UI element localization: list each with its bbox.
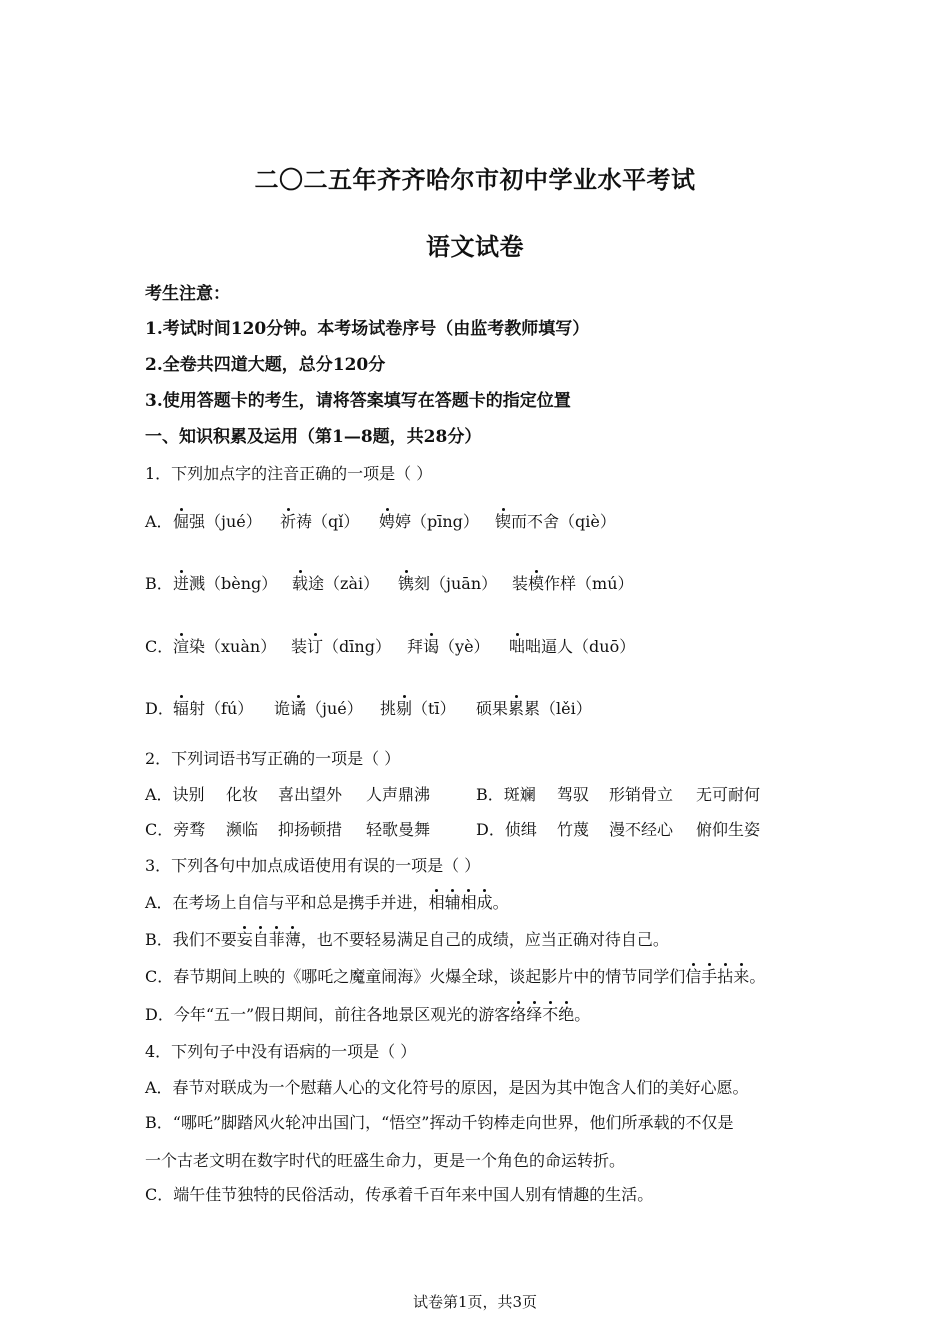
dotted-char: 手 <box>701 967 718 986</box>
q4-option-b-line-1: B．“哪吒”脚踏风火轮冲出国门，“悟空”挥动千钧棒走向世界，他们所承载的不仅是 <box>145 1113 734 1132</box>
word-rest: 祷（qǐ） <box>296 512 360 531</box>
q3-option-b <box>145 929 669 951</box>
option-label: A． <box>145 512 173 531</box>
q2-d-word-4: 俯仰生姿 <box>696 820 761 839</box>
q2-b-word-2: 驾驭 <box>557 785 590 804</box>
word-rest: 婷（pīng） <box>395 512 479 531</box>
option-label: C． <box>145 637 174 656</box>
dotted-char: 娉 <box>379 512 396 531</box>
dotted-char: 相 <box>428 893 445 912</box>
word-start: 装 <box>512 574 529 593</box>
word-start: 挑 <box>380 699 397 718</box>
word-rest: （jué） <box>306 699 363 718</box>
dotted-char: 辐 <box>173 699 190 718</box>
dotted-char: 渲 <box>173 637 190 656</box>
notice-item-1: 1.考试时间120分钟。本考场试卷序号（由监考教师填写） <box>145 319 590 339</box>
dotted-char: 成 <box>476 893 493 912</box>
dotted-char: 拈 <box>717 967 734 986</box>
q2-c-word-1: C．旁骛 <box>145 820 206 839</box>
dotted-char: 信 <box>685 967 702 986</box>
option-label: B． <box>145 574 173 593</box>
dotted-idiom <box>237 930 301 949</box>
option-label: D． <box>145 699 174 718</box>
dotted-char: 谒 <box>423 637 440 656</box>
q3-stem: 3．下列各句中加点成语使用有误的一项是（ ） <box>145 856 481 875</box>
dotted-char: 锲 <box>495 512 512 531</box>
q2-c-word-4: 轻歌曼舞 <box>366 820 431 839</box>
dotted-char: 镌 <box>398 574 415 593</box>
q3-option-c <box>145 966 765 988</box>
option-text: B．我们不要 <box>145 930 237 949</box>
word-rest: 刻（juān） <box>414 574 498 593</box>
word-rest: 染（xuàn） <box>189 637 277 656</box>
word-rest: 而不舍（qiè） <box>511 512 616 531</box>
option-text: 。 <box>492 893 509 912</box>
word-rest: 作样（mú） <box>544 574 634 593</box>
dotted-char: 妄 <box>236 930 253 949</box>
dotted-char: 绝 <box>558 1005 575 1024</box>
section-heading: 一、知识积累及运用（第1—8题，共28分） <box>145 427 482 447</box>
word-start: 拜 <box>407 637 424 656</box>
q2-a-word-3: 喜出望外 <box>278 785 343 804</box>
dotted-char: 剔 <box>396 699 413 718</box>
dotted-char: 辅 <box>444 893 461 912</box>
exam-subtitle: 语文试卷 <box>426 232 524 261</box>
q2-c-word-2: 濒临 <box>226 820 259 839</box>
q3-option-a <box>145 892 509 914</box>
dotted-char: 模 <box>528 574 545 593</box>
word-start: 装 <box>291 637 308 656</box>
q2-d-word-2: 竹蔑 <box>557 820 590 839</box>
dotted-char: 自 <box>252 930 269 949</box>
word-rest: 途（zài） <box>308 574 380 593</box>
word-rest: 累（lěi） <box>524 699 592 718</box>
dotted-char: 绎 <box>526 1005 543 1024</box>
word-rest: （dīng） <box>323 637 391 656</box>
q2-stem: 2．下列词语书写正确的一项是（ ） <box>145 749 401 768</box>
option-text: A．在考场上自信与平和总是携手并进， <box>145 893 429 912</box>
word-rest: 咄逼人（duō） <box>525 637 636 656</box>
dotted-char: 累 <box>508 699 525 718</box>
dotted-char: 订 <box>307 637 324 656</box>
dotted-char: 络 <box>510 1005 527 1024</box>
dotted-char: 载 <box>292 574 309 593</box>
word-rest: 强（jué） <box>189 512 262 531</box>
dotted-char: 不 <box>542 1005 559 1024</box>
word-rest: （yè） <box>439 637 490 656</box>
page-footer: 试卷第1页，共3页 <box>412 1293 538 1311</box>
notice-item-3: 3.使用答题卡的考生，请将答案填写在答题卡的指定位置 <box>145 391 571 411</box>
q4-stem: 4．下列句子中没有语病的一项是（ ） <box>145 1042 417 1061</box>
word-rest: 溅（bèng） <box>189 574 278 593</box>
q4-option-a: A．春节对联成为一个慰藉人心的文化符号的原因，是因为其中饱含人们的美好心愿。 <box>145 1078 749 1097</box>
q2-c-word-3: 抑扬顿措 <box>278 820 343 839</box>
dotted-char: 咄 <box>509 637 526 656</box>
q1-stem: 1．下列加点字的注音正确的一项是（ ） <box>145 464 433 483</box>
dotted-char: 薄 <box>284 930 301 949</box>
q2-b-word-1: B．斑斓 <box>476 785 536 804</box>
option-text: 。 <box>749 967 766 986</box>
q2-b-word-3: 形销骨立 <box>609 785 674 804</box>
word-rest: 射（fú） <box>189 699 254 718</box>
q2-a-word-2: 化妆 <box>226 785 259 804</box>
word-start: 诡 <box>274 699 291 718</box>
q3-option-d <box>145 1004 590 1026</box>
q2-d-word-3: 漫不经心 <box>609 820 674 839</box>
q2-b-word-4: 无可耐何 <box>696 785 761 804</box>
option-text: D．今年“五一”假日期间，前往各地景区观光的游客 <box>145 1005 511 1024</box>
option-text: C．春节期间上映的《哪吒之魔童闹海》火爆全球，谈起影片中的情节同学们 <box>145 967 686 986</box>
notice-item-2: 2.全卷共四道大题，总分120分 <box>145 355 386 375</box>
dotted-idiom <box>510 1005 574 1024</box>
q2-a-word-1: A．诀别 <box>145 785 205 804</box>
dotted-char: 倔 <box>173 512 190 531</box>
q2-a-word-4: 人声鼎沸 <box>366 785 431 804</box>
q4-option-b-line-2: 一个古老文明在数字时代的旺盛生命力，更是一个角色的命运转折。 <box>145 1151 626 1170</box>
dotted-char: 来 <box>733 967 750 986</box>
word-start: 硕果 <box>476 699 509 718</box>
dotted-char: 迸 <box>173 574 190 593</box>
word-rest: （tī） <box>412 699 456 718</box>
dotted-idiom <box>429 893 493 912</box>
dotted-char: 谲 <box>290 699 307 718</box>
exam-title: 二〇二五年齐齐哈尔市初中学业水平考试 <box>254 165 696 194</box>
option-text: ，也不要轻易满足自己的成绩，应当正确对待自己。 <box>300 930 669 949</box>
notice-heading: 考生注意： <box>145 284 230 304</box>
q4-option-c: C．端午佳节独特的民俗活动，传承着千百年来中国人别有情趣的生活。 <box>145 1185 654 1204</box>
q2-d-word-1: D．侦缉 <box>476 820 537 839</box>
dotted-char: 相 <box>460 893 477 912</box>
option-text: 。 <box>574 1005 591 1024</box>
dotted-char: 菲 <box>268 930 285 949</box>
dotted-char: 祈 <box>280 512 297 531</box>
dotted-idiom <box>685 967 749 986</box>
